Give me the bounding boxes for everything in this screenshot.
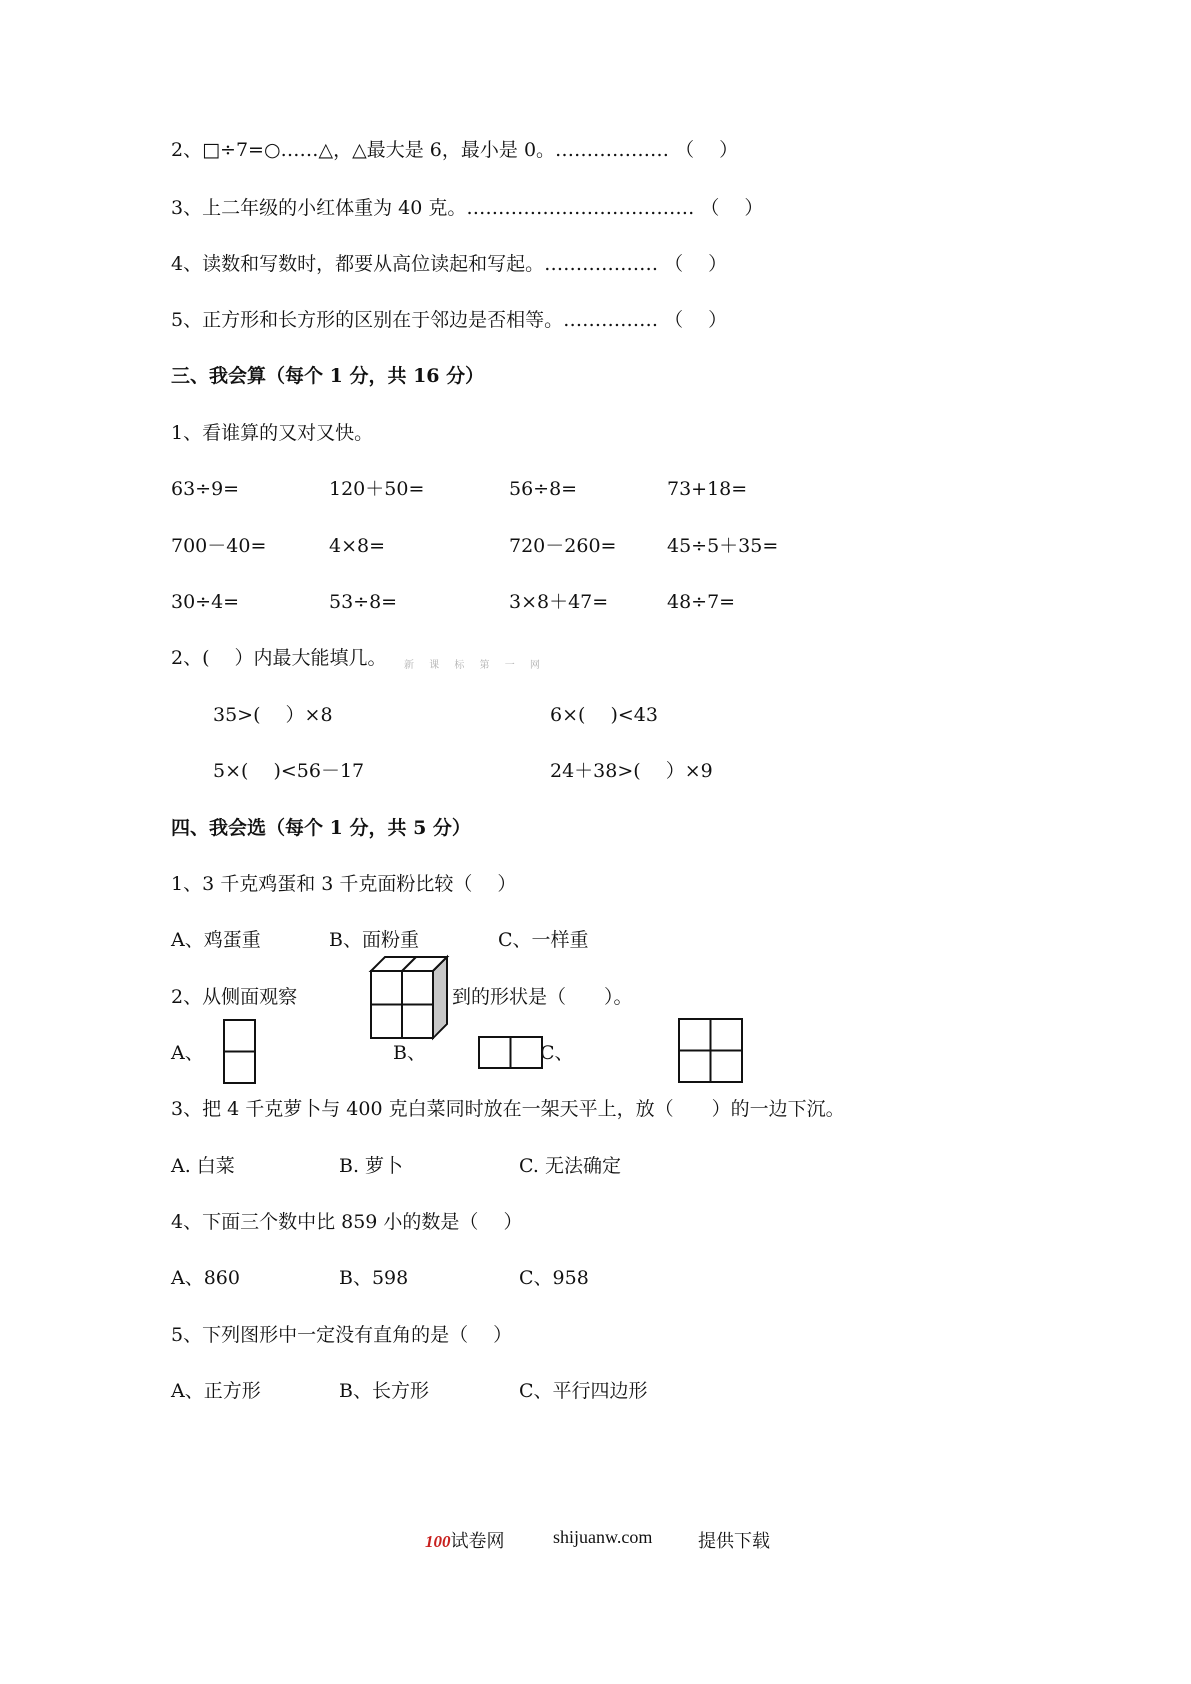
calc-item: 4×8= <box>329 535 386 557</box>
calc-item: 53÷8= <box>329 591 398 613</box>
calc-item: 48÷7= <box>667 591 736 613</box>
choice-question-5: 5、下列图形中一定没有直角的是（ ） <box>171 1324 513 1346</box>
choice-option: C、一样重 <box>498 929 589 951</box>
calc-item: 73+18= <box>667 478 748 500</box>
calc-item: 3×8＋47= <box>509 591 609 613</box>
choice-option: C. 无法确定 <box>519 1155 621 1177</box>
calc-question-2-title: 2、( ）内最大能填几。 <box>171 647 387 669</box>
choice-option: C、 <box>540 1042 574 1064</box>
footer-note: 提供下载 <box>698 1531 770 1551</box>
judge-question-5: 5、正方形和长方形的区别在于邻边是否相等。…………… （ ） <box>171 309 728 331</box>
choice-question-1: 1、3 千克鸡蛋和 3 千克面粉比较（ ） <box>171 873 517 895</box>
footer-site: shijuanw.com <box>553 1527 653 1547</box>
option-c-shape <box>678 1018 744 1084</box>
choice-option: B、长方形 <box>339 1380 429 1402</box>
calc-question-1-title: 1、看谁算的又对又快。 <box>171 422 374 444</box>
choice-question-2-suffix: 到的形状是（ ）。 <box>452 986 633 1008</box>
choice-option: A. 白菜 <box>171 1155 235 1177</box>
choice-option: B、598 <box>339 1267 409 1289</box>
choice-question-2-prefix: 2、从侧面观察 <box>171 986 298 1008</box>
logo-number: 100 <box>425 1532 451 1551</box>
cube-stack-figure <box>369 955 459 1045</box>
judge-question-4: 4、读数和写数时，都要从高位读起和写起。……………… （ ） <box>171 253 728 275</box>
choice-option: A、860 <box>171 1267 240 1289</box>
calc-item: 56÷8= <box>509 478 578 500</box>
watermark-text: 新 课 标 第 一 网 <box>404 660 546 671</box>
choice-question-3: 3、把 4 千克萝卜与 400 克白菜同时放在一架天平上，放（ ）的一边下沉。 <box>171 1098 845 1120</box>
calc-item: 63÷9= <box>171 478 240 500</box>
logo-text: 试卷网 <box>450 1531 505 1551</box>
choice-option: C、平行四边形 <box>519 1380 648 1402</box>
calc-item: 30÷4= <box>171 591 240 613</box>
judge-question-2: 2、□÷7=○……△，△最大是 6，最小是 0。……………… （ ） <box>171 139 739 161</box>
calc-item: 120＋50= <box>329 478 425 500</box>
footer-logo <box>425 1527 505 1553</box>
fill-item: 6×( )<43 <box>550 704 658 726</box>
choice-option: B、面粉重 <box>329 929 419 951</box>
choice-option: C、958 <box>519 1267 589 1289</box>
choice-option: B、 <box>393 1042 426 1064</box>
option-a-shape <box>223 1019 257 1085</box>
section-3-heading: 三、我会算（每个 1 分，共 16 分） <box>171 365 485 387</box>
choice-option: A、 <box>171 1042 204 1064</box>
choice-question-4: 4、下面三个数中比 859 小的数是（ ） <box>171 1211 523 1233</box>
choice-option: A、正方形 <box>171 1380 261 1402</box>
fill-item: 5×( )<56－17 <box>213 760 365 782</box>
fill-item: 35>( ）×8 <box>213 704 333 726</box>
calc-item: 45÷5＋35= <box>667 535 779 557</box>
judge-question-3: 3、上二年级的小红体重为 40 克。……………………………… （ ） <box>171 197 764 219</box>
calc-item: 700－40= <box>171 535 267 557</box>
option-b-shape <box>478 1036 544 1070</box>
fill-item: 24＋38>( ）×9 <box>550 760 713 782</box>
section-4-heading: 四、我会选（每个 1 分，共 5 分） <box>171 817 471 839</box>
choice-option: B. 萝卜 <box>339 1155 404 1177</box>
choice-option: A、鸡蛋重 <box>171 929 261 951</box>
calc-item: 720－260= <box>509 535 617 557</box>
